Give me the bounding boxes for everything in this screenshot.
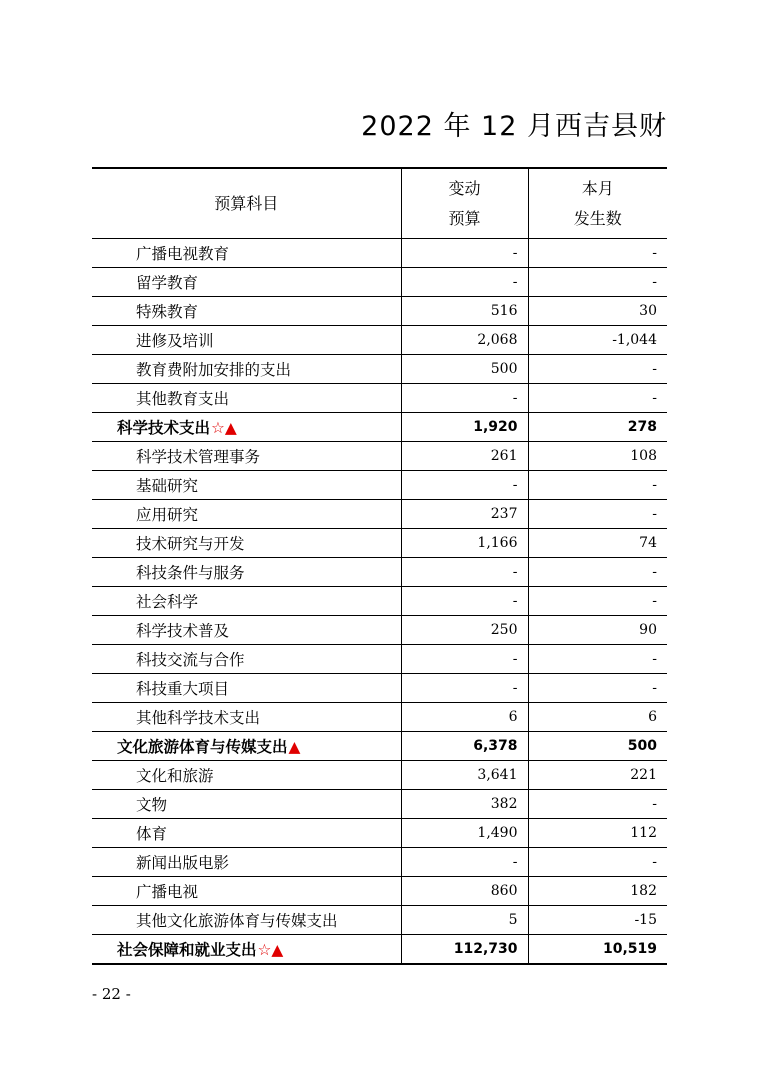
page-number: - 22 - <box>92 985 131 1003</box>
monthly-amount-cell: 10,519 <box>528 935 667 965</box>
adjusted-budget-cell: - <box>401 848 528 877</box>
item-name-cell <box>92 877 401 906</box>
adjusted-budget-cell: 500 <box>401 355 528 384</box>
key-item-marker: ☆▲ <box>211 419 237 437</box>
key-item-marker: ☆▲ <box>257 941 284 959</box>
monthly-amount-cell: 112 <box>528 819 667 848</box>
item-name: 新闻出版电影 <box>136 854 230 872</box>
adjusted-budget-cell: 6,378 <box>401 732 528 761</box>
monthly-amount-cell: - <box>528 587 667 616</box>
adjusted-budget-cell: - <box>401 239 528 268</box>
item-name: 科学技术支出 <box>117 419 211 437</box>
monthly-amount-cell: - <box>528 384 667 413</box>
item-name-cell <box>92 848 401 877</box>
category-row <box>92 935 667 965</box>
item-name: 广播电视教育 <box>136 245 230 263</box>
table-row <box>92 645 667 674</box>
monthly-amount-cell: - <box>528 355 667 384</box>
item-name-cell <box>92 616 401 645</box>
item-name-cell <box>92 268 401 297</box>
adjusted-budget-cell: - <box>401 645 528 674</box>
monthly-amount-cell: - <box>528 674 667 703</box>
item-name-cell <box>92 529 401 558</box>
table-row <box>92 674 667 703</box>
table-row <box>92 819 667 848</box>
item-name-cell <box>92 413 401 442</box>
item-name-cell <box>92 906 401 935</box>
monthly-amount-cell: -1,044 <box>528 326 667 355</box>
page-title: 2022 年 12 月西吉县财 <box>361 111 667 142</box>
monthly-amount-cell: 108 <box>528 442 667 471</box>
adjusted-budget-cell: - <box>401 674 528 703</box>
item-name-cell <box>92 819 401 848</box>
item-name-cell <box>92 384 401 413</box>
item-name: 技术研究与开发 <box>136 535 245 553</box>
table-row <box>92 442 667 471</box>
adjusted-budget-cell: 1,490 <box>401 819 528 848</box>
item-name-cell <box>92 500 401 529</box>
item-name-cell <box>92 471 401 500</box>
header-adjusted-budget-line2: 预算 <box>448 208 481 228</box>
monthly-amount-cell: 500 <box>528 732 667 761</box>
item-name-cell <box>92 442 401 471</box>
adjusted-budget-cell: 250 <box>401 616 528 645</box>
table-row <box>92 471 667 500</box>
adjusted-budget-cell: 860 <box>401 877 528 906</box>
header-adjusted-budget-line1: 变动 <box>448 178 481 198</box>
item-name-cell <box>92 732 401 761</box>
item-name-cell <box>92 297 401 326</box>
monthly-amount-cell: 30 <box>528 297 667 326</box>
item-name: 文物 <box>136 796 168 814</box>
item-name-cell <box>92 935 401 965</box>
item-name: 科学技术普及 <box>136 622 230 640</box>
item-name: 特殊教育 <box>136 303 199 321</box>
item-name: 社会保障和就业支出 <box>117 941 257 959</box>
adjusted-budget-cell: 2,068 <box>401 326 528 355</box>
adjusted-budget-cell: 237 <box>401 500 528 529</box>
monthly-amount-cell: - <box>528 848 667 877</box>
table-row <box>92 558 667 587</box>
item-name: 科学技术管理事务 <box>136 448 261 466</box>
item-name: 科技交流与合作 <box>136 651 245 669</box>
item-name-cell <box>92 558 401 587</box>
table-row <box>92 355 667 384</box>
adjusted-budget-cell: 1,920 <box>401 413 528 442</box>
monthly-amount-cell: 90 <box>528 616 667 645</box>
table-row <box>92 297 667 326</box>
item-name: 科技重大项目 <box>136 680 230 698</box>
item-name: 基础研究 <box>136 477 199 495</box>
monthly-amount-cell: 74 <box>528 529 667 558</box>
key-item-marker: ▲ <box>288 738 301 756</box>
monthly-amount-cell: -15 <box>528 906 667 935</box>
table-row <box>92 326 667 355</box>
adjusted-budget-cell: 3,641 <box>401 761 528 790</box>
item-name-cell <box>92 355 401 384</box>
adjusted-budget-cell: 516 <box>401 297 528 326</box>
adjusted-budget-cell: 5 <box>401 906 528 935</box>
monthly-amount-cell: - <box>528 471 667 500</box>
category-row <box>92 732 667 761</box>
adjusted-budget-cell: - <box>401 268 528 297</box>
monthly-amount-cell: - <box>528 645 667 674</box>
header-monthly-amount-line2: 发生数 <box>573 208 622 228</box>
item-name-cell <box>92 587 401 616</box>
table-header-row <box>92 168 667 239</box>
item-name: 广播电视 <box>136 883 199 901</box>
header-monthly-amount-line1: 本月 <box>581 178 614 198</box>
table-row <box>92 703 667 732</box>
header-budget-item <box>92 168 401 239</box>
category-row <box>92 413 667 442</box>
table-row <box>92 500 667 529</box>
header-monthly-amount <box>528 168 667 239</box>
item-name-cell <box>92 326 401 355</box>
item-name: 科技条件与服务 <box>136 564 245 582</box>
table-row <box>92 239 667 268</box>
item-name: 进修及培训 <box>136 332 214 350</box>
header-adjusted-budget <box>401 168 528 239</box>
table-row <box>92 906 667 935</box>
item-name: 应用研究 <box>136 506 199 524</box>
monthly-amount-cell: 221 <box>528 761 667 790</box>
monthly-amount-cell: - <box>528 790 667 819</box>
monthly-amount-cell: - <box>528 558 667 587</box>
adjusted-budget-cell: 6 <box>401 703 528 732</box>
monthly-amount-cell: - <box>528 500 667 529</box>
table-row <box>92 790 667 819</box>
item-name: 教育费附加安排的支出 <box>136 361 292 379</box>
table-row <box>92 848 667 877</box>
monthly-amount-cell: - <box>528 268 667 297</box>
item-name-cell <box>92 703 401 732</box>
table-row <box>92 529 667 558</box>
table-row <box>92 587 667 616</box>
adjusted-budget-cell: 1,166 <box>401 529 528 558</box>
item-name: 文化和旅游 <box>136 767 214 785</box>
adjusted-budget-cell: - <box>401 587 528 616</box>
monthly-amount-cell: 6 <box>528 703 667 732</box>
item-name: 其他教育支出 <box>136 390 230 408</box>
table-row <box>92 384 667 413</box>
adjusted-budget-cell: - <box>401 558 528 587</box>
table-body <box>92 239 667 965</box>
item-name: 社会科学 <box>136 593 199 611</box>
item-name-cell <box>92 674 401 703</box>
item-name-cell <box>92 790 401 819</box>
adjusted-budget-cell: - <box>401 384 528 413</box>
item-name: 其他科学技术支出 <box>136 709 261 727</box>
item-name-cell <box>92 645 401 674</box>
monthly-amount-cell: 182 <box>528 877 667 906</box>
table-row <box>92 616 667 645</box>
item-name-cell <box>92 761 401 790</box>
monthly-amount-cell: - <box>528 239 667 268</box>
item-name: 体育 <box>136 825 168 843</box>
item-name: 其他文化旅游体育与传媒支出 <box>136 912 338 930</box>
monthly-amount-cell: 278 <box>528 413 667 442</box>
adjusted-budget-cell: 261 <box>401 442 528 471</box>
header-budget-item-label: 预算科目 <box>214 193 279 213</box>
table-row <box>92 877 667 906</box>
table-row <box>92 268 667 297</box>
item-name: 文化旅游体育与传媒支出 <box>117 738 288 756</box>
adjusted-budget-cell: 382 <box>401 790 528 819</box>
adjusted-budget-cell: - <box>401 471 528 500</box>
budget-table <box>92 167 667 965</box>
adjusted-budget-cell: 112,730 <box>401 935 528 965</box>
item-name: 留学教育 <box>136 274 199 292</box>
table-row <box>92 761 667 790</box>
item-name-cell <box>92 239 401 268</box>
